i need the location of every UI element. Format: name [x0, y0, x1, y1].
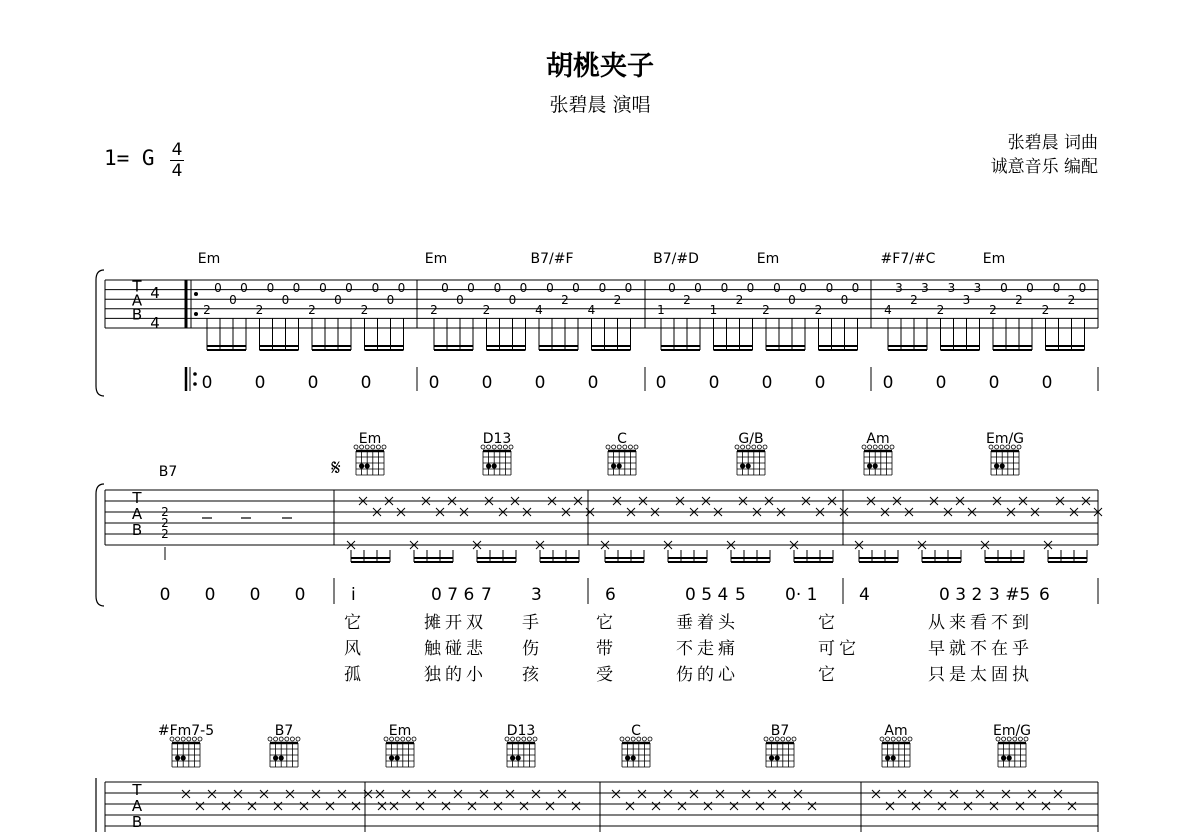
tab-fret-number: 0 [546, 281, 554, 295]
chord-name: Em [982, 251, 1006, 267]
tab-fret-number: 0 [799, 281, 807, 295]
chord-name: B7/#F [530, 251, 574, 267]
key-signature: 1= G [104, 146, 155, 170]
chord-finger-dot [994, 463, 999, 468]
lyric-word: 孩 [522, 665, 543, 685]
melody-note: 4 [859, 585, 870, 605]
tab-fret-number: 0 [467, 281, 475, 295]
chord-name: B7/#D [653, 251, 699, 267]
notation-digit: 0 [254, 373, 266, 393]
chord-open-marker [735, 445, 739, 449]
lyric-word: 它 [818, 665, 839, 685]
tab-fret-number: 3 [962, 293, 971, 307]
tab-fret-number: 0 [773, 281, 781, 295]
tab-fret-number: 4 [884, 303, 892, 317]
tab-fret-number: 2 [989, 303, 997, 317]
chord-open-marker [354, 445, 358, 449]
lyric-word: 伤 [522, 639, 543, 659]
chord-open-marker [862, 445, 866, 449]
notation-digit: 0 [587, 373, 599, 393]
tab-fret-number: 0 [319, 281, 327, 295]
lyrics-music-credit: 张碧晨 词曲 [1007, 133, 1098, 153]
chord-finger-dot [740, 463, 745, 468]
chord-finger-dot [389, 755, 394, 760]
tab-fret-number: 2 [735, 293, 744, 307]
lyric-word: 摊开双 [424, 613, 487, 633]
tab-fret-number: 4 [587, 303, 596, 317]
tab-fret-number: 2 [430, 303, 438, 317]
chord-open-marker [634, 445, 638, 449]
chord-open-marker [648, 737, 652, 741]
lyric-word: 从来看不到 [928, 613, 1033, 633]
tab-fret-number: 0 [371, 281, 380, 295]
chord-finger-dot [611, 463, 616, 468]
notation-digit: 0 [1041, 373, 1053, 393]
tab-fret-number: 0 [694, 281, 702, 295]
notation-digit: 0 [988, 373, 1000, 393]
chord-open-marker [268, 737, 272, 741]
arrangement-credit: 诚意音乐 编配 [990, 157, 1098, 177]
chord-finger-dot [1000, 463, 1005, 468]
chord-finger-dot [885, 755, 890, 760]
time-signature-bottom: 4 [171, 161, 183, 181]
tab-fret-number: 0 [788, 293, 796, 307]
lyric-word: 触碰悲 [424, 639, 487, 659]
tab-fret-number: 0 [746, 281, 755, 295]
tab-fret-number: 0 [1052, 281, 1061, 295]
tab-fret-number: 2 [936, 303, 945, 317]
lyric-word: 独的小 [424, 665, 487, 685]
tab-fret-number: 2 [1067, 293, 1076, 307]
tab-fret-number: 3 [921, 281, 929, 295]
tab-fret-number: 0 [508, 293, 517, 307]
tab-fret-number: 2 [814, 303, 823, 317]
tab-fret-number: 0 [292, 281, 301, 295]
tab-fret-number: 0 [840, 293, 849, 307]
tab-fret-number: 0 [572, 281, 580, 295]
tab-fret-number: 2 [360, 303, 369, 317]
chord-diagram-label: Em [358, 431, 382, 447]
chord-finger-dot [873, 463, 878, 468]
chord-finger-dot [1001, 755, 1006, 760]
chord-finger-dot [395, 755, 400, 760]
melody-note: 7 [481, 585, 492, 605]
tab-clef-letter: T [132, 489, 142, 508]
tab-clef-letter: T [132, 277, 142, 296]
chord-diagram-label: C [631, 723, 641, 739]
tab-fret-number: 2 [1041, 303, 1050, 317]
chord-finger-dot [891, 755, 896, 760]
chord-diagram-label: B7 [274, 723, 294, 739]
notation-digit: 0 [360, 373, 372, 393]
tab-fret-number: 2 [161, 527, 169, 541]
chord-finger-dot [492, 463, 497, 468]
melody-note: 0 7 6 [431, 585, 475, 605]
notation-digit: 0 [655, 373, 667, 393]
chord-diagram-label: Am [866, 431, 890, 447]
chord-finger-dot [1007, 755, 1012, 760]
tab-fret-number: 0 [456, 293, 464, 307]
lyric-word: 不走痛 [676, 639, 739, 659]
tab-clef-letter: B [131, 521, 143, 540]
chord-finger-dot [746, 463, 751, 468]
tab-fret-number: 0 [825, 281, 834, 295]
lyric-word: 带 [596, 639, 617, 659]
notation-digit: 0 [708, 373, 720, 393]
chord-open-marker [628, 445, 632, 449]
lyric-word: 它 [596, 613, 617, 633]
repeat-dot [194, 312, 198, 316]
tab-fret-number: 3 [947, 281, 956, 295]
notation-digit: 0 [159, 585, 171, 605]
melody-note: 0 3 2 [939, 585, 983, 605]
chord-name: Em [197, 251, 221, 267]
tab-time-top: 4 [150, 284, 160, 302]
chord-name: Em [424, 251, 448, 267]
tab-fret-number: 2 [308, 303, 316, 317]
chord-finger-dot [175, 755, 180, 760]
chord-diagram-label: C [617, 431, 627, 447]
chord-diagram-label: B7 [770, 723, 790, 739]
tab-fret-number: 2 [613, 293, 622, 307]
notation-digit: 0 [201, 373, 213, 393]
tab-fret-number: 4 [535, 303, 543, 317]
tab-clef-letter: B [131, 305, 143, 324]
chord-diagram-label: Em/G [992, 723, 1032, 739]
tab-fret-number: 1 [657, 303, 665, 317]
chord-finger-dot [617, 463, 622, 468]
notation-digit: 0 [534, 373, 546, 393]
chord-open-marker [880, 737, 884, 741]
tab-fret-number: 3 [973, 281, 982, 295]
chord-open-marker [612, 445, 616, 449]
tab-fret-number: 0 [851, 281, 860, 295]
tab-fret-number: 0 [1026, 281, 1034, 295]
notation-digit: 0 [307, 373, 319, 393]
chord-finger-dot [775, 755, 780, 760]
melody-note: 6 [1039, 585, 1050, 605]
tab-fret-number: 0 [1078, 281, 1087, 295]
chord-diagram-label: D13 [482, 431, 512, 447]
chord-open-marker [382, 445, 386, 449]
system-3 [96, 723, 1098, 832]
song-title: 胡桃夹子 [546, 51, 654, 82]
lyric-word: 它 [344, 613, 365, 633]
chord-open-marker [642, 737, 646, 741]
tab-clef-letter: T [132, 781, 142, 800]
lyric-word: 手 [522, 613, 543, 633]
tab-fret-number: 0 [441, 281, 449, 295]
lyric-word: 垂着头 [676, 613, 739, 633]
chord-open-marker [792, 737, 796, 741]
tab-fret-number: 0 [229, 293, 237, 307]
tab-fret-number: 0 [386, 293, 395, 307]
tab-fret-number: 0 [720, 281, 729, 295]
performer: 张碧晨 演唱 [549, 94, 651, 116]
segno-sign: 𝄋 [331, 456, 341, 481]
chord-open-marker [384, 737, 388, 741]
melody-note: 6 [605, 585, 616, 605]
notation-digit: 0 [761, 373, 773, 393]
tab-fret-number: 0 [281, 293, 290, 307]
chord-finger-dot [279, 755, 284, 760]
system-1 [96, 251, 1098, 396]
chord-finger-dot [181, 755, 186, 760]
chord-open-marker [908, 737, 912, 741]
notation-digit: 0 [428, 373, 440, 393]
melody-note: 0 5 4 [685, 585, 729, 605]
chord-finger-dot [867, 463, 872, 468]
tab-fret-number: 0 [240, 281, 248, 295]
chord-open-marker [763, 445, 767, 449]
tab-fret-number: 2 [762, 303, 770, 317]
tab-fret-number: 2 [1015, 293, 1023, 307]
tab-fret-number: 0 [345, 281, 353, 295]
chord-diagram-label: Em [388, 723, 412, 739]
lyric-word: 早就不在乎 [928, 639, 1033, 659]
chord-name: #F7/#C [880, 251, 936, 267]
tab-clef-letter: A [131, 505, 143, 524]
lyric-word: 伤的心 [676, 665, 739, 685]
chord-finger-dot [365, 463, 370, 468]
melody-note: 3 #5 [989, 585, 1031, 605]
chord-open-marker [296, 737, 300, 741]
chord-finger-dot [625, 755, 630, 760]
tab-fret-number: 2 [683, 293, 691, 307]
notation-digit: 0 [481, 373, 493, 393]
tab-fret-number: 2 [255, 303, 264, 317]
notation-digit: 0 [204, 585, 216, 605]
repeat-dot [193, 382, 197, 386]
tab-fret-number: 2 [482, 303, 491, 317]
tab-fret-number: 0 [493, 281, 502, 295]
lyric-word: 受 [596, 665, 617, 685]
chord-name: B7 [158, 464, 178, 480]
chord-finger-dot [769, 755, 774, 760]
system-brace [96, 484, 104, 606]
chord-open-marker [764, 737, 768, 741]
tab-fret-number: 3 [895, 281, 903, 295]
tab-fret-number: 2 [203, 303, 211, 317]
melody-note: 5 [735, 585, 746, 605]
chord-finger-dot [486, 463, 491, 468]
chord-open-marker [606, 445, 610, 449]
chord-finger-dot [359, 463, 364, 468]
repeat-dot [194, 292, 198, 296]
melody-note: 0· 1 [785, 585, 818, 605]
tab-fret-number: 0 [266, 281, 275, 295]
chord-diagram-label: #Fm7-5 [157, 723, 215, 739]
notation-digit: 0 [882, 373, 894, 393]
notation-digit: 0 [294, 585, 306, 605]
tab-fret-number: 0 [214, 281, 222, 295]
tab-fret-number: 0 [334, 293, 342, 307]
tab-fret-number: 2 [161, 505, 169, 519]
tab-fret-number: 0 [519, 281, 528, 295]
lyric-word: 风 [344, 639, 365, 659]
tab-fret-number: 0 [624, 281, 633, 295]
notation-digit: 0 [935, 373, 947, 393]
tab-fret-number: 0 [668, 281, 676, 295]
notation-digit: 0 [814, 373, 826, 393]
lyric-word: 它 [818, 613, 839, 633]
tab-fret-number: 1 [709, 303, 718, 317]
tab-fret-number: 0 [1000, 281, 1008, 295]
time-signature-top: 4 [171, 140, 183, 160]
chord-open-marker [412, 737, 416, 741]
tab-fret-number: 2 [161, 516, 169, 530]
chord-diagram-label: Am [884, 723, 908, 739]
chord-open-marker [890, 445, 894, 449]
lyric-word: 孤 [344, 665, 365, 685]
chord-diagram-label: G/B [738, 431, 764, 447]
lyric-word: 只是太固执 [928, 665, 1033, 685]
chord-finger-dot [631, 755, 636, 760]
tab-fret-number: 2 [561, 293, 569, 307]
system-2 [96, 431, 1102, 685]
tab-fret-number: 0 [598, 281, 607, 295]
lyric-word: 可它 [818, 639, 860, 659]
melody-note: i [351, 585, 356, 605]
chord-finger-dot [516, 755, 521, 760]
melody-note: 3 [531, 585, 542, 605]
chord-open-marker [620, 737, 624, 741]
repeat-dot [193, 372, 197, 376]
system-brace [96, 270, 104, 396]
chord-open-marker [626, 737, 630, 741]
chord-diagram-label: D13 [506, 723, 536, 739]
chord-name: Em [756, 251, 780, 267]
tab-fret-number: 2 [910, 293, 918, 307]
tab-fret-number: 0 [397, 281, 406, 295]
tab-clef-letter: B [131, 813, 143, 832]
notation-digit: 0 [249, 585, 261, 605]
tab-time-bottom: 4 [150, 314, 160, 332]
chord-diagram-label: Em/G [985, 431, 1025, 447]
tab-clef-letter: A [131, 291, 143, 310]
chord-finger-dot [273, 755, 278, 760]
tab-clef-letter: A [131, 797, 143, 816]
chord-finger-dot [510, 755, 515, 760]
